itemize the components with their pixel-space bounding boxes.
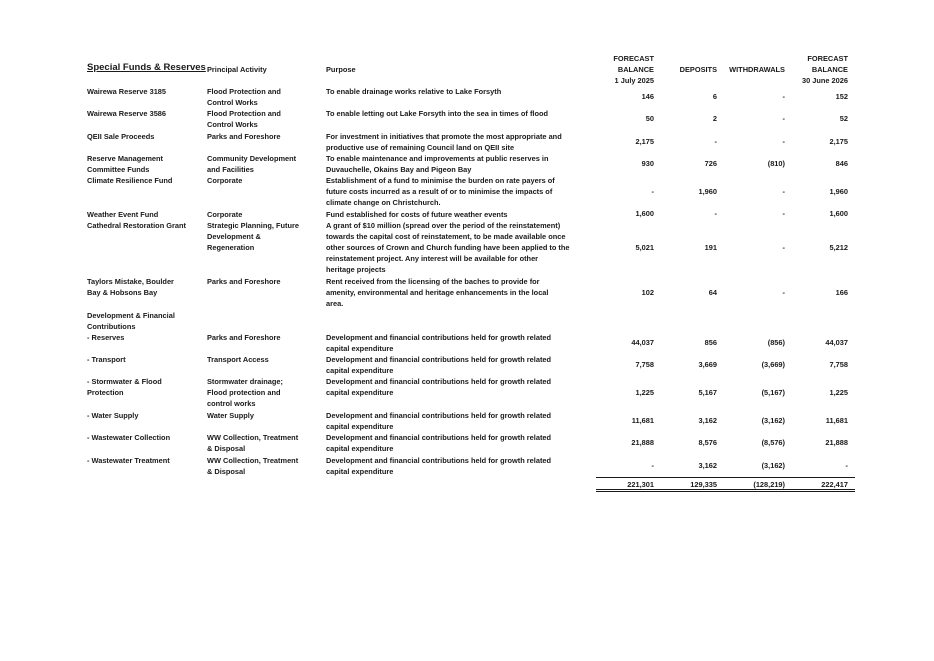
withdrawals-value: (3,162) [761, 416, 785, 425]
closing-balance-value: 846 [835, 159, 848, 168]
closing-balance-value: 44,037 [825, 338, 848, 347]
fund-name: Contributions [87, 322, 136, 331]
fund-name: - Wastewater Collection [87, 433, 171, 442]
principal-activity: Corporate [207, 210, 243, 219]
purpose-text: Development and financial contributions held for growth related [326, 377, 552, 386]
closing-balance-value: - [845, 461, 848, 470]
closing-balance-value: 152 [835, 92, 848, 101]
principal-activity: Control Works [207, 120, 258, 129]
principal-activity: control works [207, 399, 256, 408]
purpose-text: other sources of Crown and Church funding have been applied to the [326, 243, 570, 252]
closing-balance-value: 166 [835, 288, 848, 297]
fund-name: Taylors Mistake, Boulder [87, 277, 174, 286]
purpose-text: Development and financial contributions held for growth related [326, 411, 552, 420]
purpose-text: reinstatement project. Any interest will be available for other [326, 254, 539, 263]
purpose-text: A grant of $10 million (spread over the period of the reinstatement) [326, 221, 561, 230]
withdrawals-value: (3,669) [761, 360, 785, 369]
closing-balance-value: 21,888 [825, 438, 848, 447]
fund-name: QEII Sale Proceeds [87, 132, 155, 141]
principal-activity: Flood Protection and [207, 109, 281, 118]
purpose-text: Development and financial contributions held for growth related [326, 355, 552, 364]
fund-name: Cathedral Restoration Grant [87, 221, 186, 230]
fund-name: - Reserves [87, 333, 125, 342]
deposits-value: 8,576 [698, 438, 717, 447]
total-withdrawals: (128,219) [753, 480, 785, 489]
withdrawals-value: - [782, 243, 785, 252]
principal-activity: Community Development [207, 154, 297, 163]
deposits-value: 3,669 [698, 360, 717, 369]
deposits-value: 856 [704, 338, 717, 347]
principal-activity: Parks and Foreshore [207, 333, 281, 342]
purpose-text: heritage projects [326, 265, 386, 274]
purpose-text: Development and financial contributions held for growth related [326, 456, 552, 465]
deposits-value: - [714, 209, 717, 218]
principal-activity: Corporate [207, 176, 243, 185]
closing-balance-value: 7,758 [829, 360, 848, 369]
withdrawals-value: - [782, 137, 785, 146]
purpose-text: capital expenditure [326, 388, 394, 397]
principal-activity: Strategic Planning, Future [207, 221, 299, 230]
purpose-text: capital expenditure [326, 444, 394, 453]
table-title: Special Funds & Reserves [87, 62, 206, 73]
fund-name: - Stormwater & Flood [87, 377, 162, 386]
purpose-text: towards the capital cost of reinstatement, to be made available once [326, 232, 566, 241]
fund-name: Climate Resilience Fund [87, 176, 173, 185]
purpose-text: Development and financial contributions held for growth related [326, 433, 552, 442]
purpose-text: capital expenditure [326, 422, 394, 431]
opening-balance-value: 102 [641, 288, 654, 297]
withdrawals-value: (856) [767, 338, 785, 347]
opening-balance-value: 7,758 [635, 360, 654, 369]
deposits-value: 2 [712, 114, 717, 123]
fund-name: Wairewa Reserve 3185 [87, 87, 167, 96]
purpose-text: Fund established for costs of future weather events [326, 210, 508, 219]
principal-activity: Control Works [207, 98, 258, 107]
principal-activity: Flood Protection and [207, 87, 281, 96]
principal-activity: WW Collection, Treatment [207, 456, 299, 465]
closing-balance-value: 11,681 [825, 416, 848, 425]
total-closing: 222,417 [821, 480, 848, 489]
purpose-text: capital expenditure [326, 467, 394, 476]
fund-name: Protection [87, 388, 124, 397]
header-withdrawals: WITHDRAWALS [729, 65, 785, 74]
opening-balance-value: - [651, 461, 654, 470]
fund-name: Development & Financial [87, 311, 175, 320]
purpose-text: capital expenditure [326, 366, 394, 375]
fund-name: Weather Event Fund [87, 210, 159, 219]
fund-name: - Wastewater Treatment [87, 456, 170, 465]
principal-activity: Flood protection and [207, 388, 281, 397]
principal-activity: and Facilities [207, 165, 254, 174]
fund-name: Bay & Hobsons Bay [87, 288, 158, 297]
purpose-text: Establishment of a fund to minimise the burden on rate payers of [326, 176, 555, 185]
totals-double-rule-2 [596, 491, 855, 492]
purpose-text: area. [326, 299, 344, 308]
opening-balance-value: 44,037 [631, 338, 654, 347]
deposits-value: 191 [704, 243, 717, 252]
purpose-text: capital expenditure [326, 344, 394, 353]
principal-activity: Regeneration [207, 243, 255, 252]
closing-balance-value: 1,600 [829, 209, 848, 218]
purpose-text: future costs incurred as a result of or to minimise the impacts of [326, 187, 553, 196]
purpose-text: To enable drainage works relative to Lake Forsyth [326, 87, 502, 96]
fund-name: - Water Supply [87, 411, 139, 420]
withdrawals-value: - [782, 209, 785, 218]
purpose-text: To enable maintenance and improvements at public reserves in [326, 154, 549, 163]
header-principal-activity: Principal Activity [207, 65, 267, 74]
principal-activity: Parks and Foreshore [207, 132, 281, 141]
purpose-text: climate change on Christchurch. [326, 198, 441, 207]
header-deposits: DEPOSITS [679, 65, 717, 74]
withdrawals-value: - [782, 187, 785, 196]
purpose-text: Rent received from the licensing of the baches to provide for [326, 277, 540, 286]
opening-balance-value: 146 [641, 92, 654, 101]
withdrawals-value: - [782, 288, 785, 297]
header-closing-balance: FORECAST BALANCE 30 June 2026 [801, 54, 848, 85]
principal-activity: WW Collection, Treatment [207, 433, 299, 442]
principal-activity: & Disposal [207, 444, 246, 453]
opening-balance-value: 930 [641, 159, 654, 168]
opening-balance-value: 2,175 [635, 137, 654, 146]
deposits-value: 5,167 [698, 388, 717, 397]
fund-name: Committee Funds [87, 165, 150, 174]
closing-balance-value: 5,212 [829, 243, 848, 252]
purpose-text: amenity, environmental and heritage enhancements in the local [326, 288, 549, 297]
opening-balance-value: 1,225 [635, 388, 654, 397]
purpose-text: productive use of remaining Council land on QEII site [326, 143, 515, 152]
opening-balance-value: 50 [645, 114, 654, 123]
principal-activity: & Disposal [207, 467, 246, 476]
principal-activity: Development & [207, 232, 261, 241]
fund-name: - Transport [87, 355, 126, 364]
deposits-value: 726 [704, 159, 717, 168]
opening-balance-value: 11,681 [631, 416, 654, 425]
withdrawals-value: (3,162) [761, 461, 785, 470]
purpose-text: Development and financial contributions held for growth related [326, 333, 552, 342]
deposits-value: 3,162 [698, 461, 717, 470]
principal-activity: Parks and Foreshore [207, 277, 281, 286]
withdrawals-value: (5,167) [761, 388, 785, 397]
deposits-value: 6 [712, 92, 717, 101]
opening-balance-value: 21,888 [631, 438, 654, 447]
principal-activity: Stormwater drainage; [207, 377, 283, 386]
deposits-value: 1,960 [698, 187, 717, 196]
purpose-text: Duvauchelle, Okains Bay and Pigeon Bay [326, 165, 472, 174]
totals-top-rule [596, 477, 855, 478]
total-opening: 221,301 [627, 480, 654, 489]
closing-balance-value: 52 [839, 114, 848, 123]
purpose-text: For investment in initiatives that promote the most appropriate and [326, 132, 562, 141]
fund-name: Wairewa Reserve 3586 [87, 109, 167, 118]
total-deposits: 129,335 [690, 480, 717, 489]
purpose-text: To enable letting out Lake Forsyth into the sea in times of flood [326, 109, 549, 118]
principal-activity: Water Supply [207, 411, 254, 420]
deposits-value: 3,162 [698, 416, 717, 425]
principal-activity: Transport Access [207, 355, 269, 364]
opening-balance-value: 5,021 [635, 243, 654, 252]
totals-double-rule-1 [596, 489, 855, 490]
withdrawals-value: - [782, 114, 785, 123]
deposits-value: - [714, 137, 717, 146]
deposits-value: 64 [708, 288, 717, 297]
opening-balance-value: 1,600 [635, 209, 654, 218]
fund-name: Reserve Management [87, 154, 163, 163]
closing-balance-value: 1,225 [829, 388, 848, 397]
closing-balance-value: 2,175 [829, 137, 848, 146]
closing-balance-value: 1,960 [829, 187, 848, 196]
header-opening-balance: FORECAST BALANCE 1 July 2025 [613, 54, 654, 85]
withdrawals-value: (810) [767, 159, 785, 168]
withdrawals-value: - [782, 92, 785, 101]
withdrawals-value: (8,576) [761, 438, 785, 447]
header-purpose: Purpose [326, 65, 356, 74]
opening-balance-value: - [651, 187, 654, 196]
